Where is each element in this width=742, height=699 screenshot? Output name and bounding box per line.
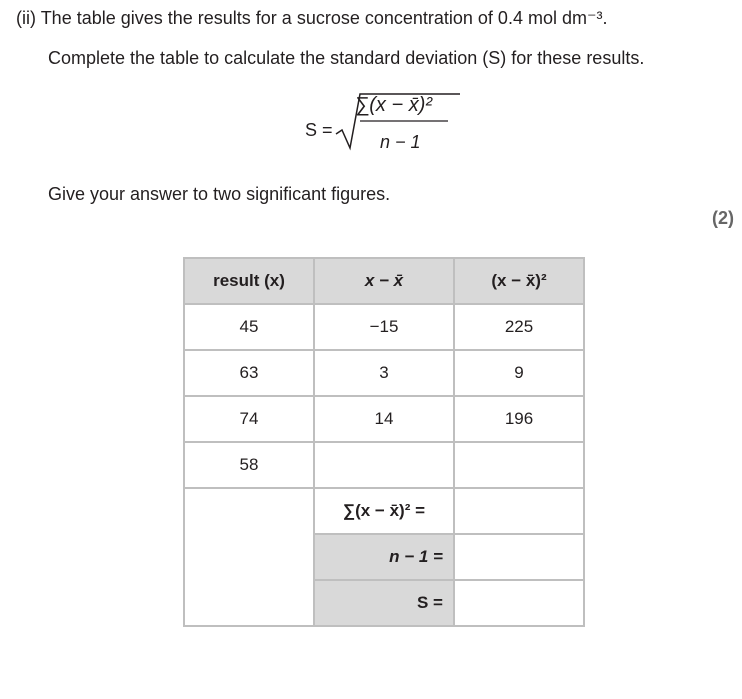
result-cell: 63: [184, 350, 314, 396]
result-cell: 74: [184, 396, 314, 442]
sum-label: ∑(x − x̄)² =: [314, 488, 454, 534]
s-answer-cell[interactable]: [454, 580, 584, 626]
sum-answer-cell[interactable]: [454, 488, 584, 534]
deviation-cell: 14: [314, 396, 454, 442]
deviation-cell: −15: [314, 304, 454, 350]
question-text: The table gives the results for a sucrose concentration of 0.4 mol dm⁻³.: [40, 8, 608, 28]
formula-numerator: ∑(x − x̄)²: [355, 94, 433, 116]
header-deviation-squared: (x − x̄)²: [454, 258, 584, 304]
instruction-text: Give your answer to two significant figures.: [48, 184, 391, 204]
formula-denominator: n − 1: [380, 132, 421, 152]
table-row: [184, 304, 584, 350]
table-row: [184, 442, 584, 488]
table-header-row: [184, 258, 584, 304]
result-cell: 58: [184, 442, 314, 488]
empty-merged-cell: [184, 488, 314, 626]
deviation-squared-cell: 225: [454, 304, 584, 350]
part-label: (ii): [16, 8, 36, 28]
marks-label: (2): [712, 208, 734, 228]
deviation-cell: 3: [314, 350, 454, 396]
question-line-1: [16, 8, 607, 29]
table-row: [184, 396, 584, 442]
deviation-answer-cell[interactable]: [314, 442, 454, 488]
n-minus-one-answer-cell[interactable]: [454, 534, 584, 580]
deviation-squared-cell: 196: [454, 396, 584, 442]
header-result: result (x): [184, 258, 314, 304]
deviation-squared-answer-cell[interactable]: [454, 442, 584, 488]
s-label: S =: [314, 580, 454, 626]
summary-row-sum: [184, 488, 584, 534]
results-table: [183, 257, 585, 627]
result-cell: 45: [184, 304, 314, 350]
n-minus-one-label: n − 1 =: [314, 534, 454, 580]
header-deviation: x − x̄: [314, 258, 454, 304]
question-line-2: Complete the table to calculate the standard deviation (S) for these results.: [48, 48, 645, 68]
standard-deviation-formula: [300, 88, 470, 158]
table-row: [184, 350, 584, 396]
formula-lhs: S =: [305, 120, 333, 140]
deviation-squared-cell: 9: [454, 350, 584, 396]
